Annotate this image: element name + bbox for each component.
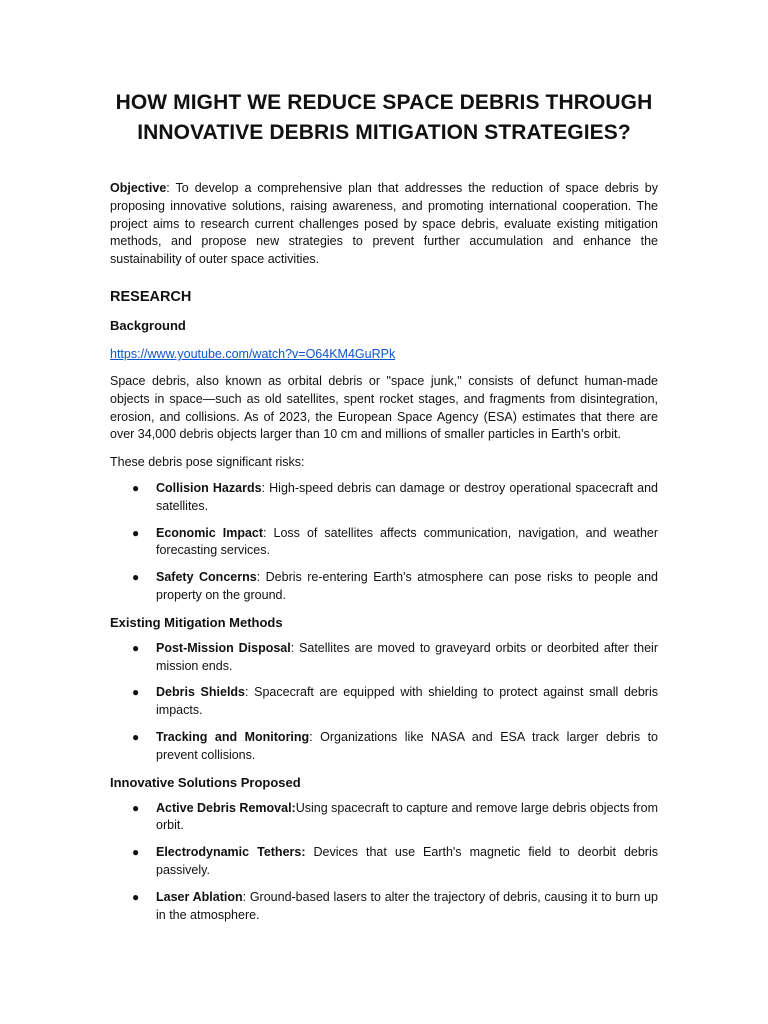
list-item-term: Debris Shields — [156, 685, 246, 700]
list-item — [110, 844, 658, 880]
bullet-icon: ● — [132, 685, 140, 700]
list-item-term: Post-Mission Disposal — [156, 640, 291, 655]
list-item-term: Electrodynamic Tethers: — [156, 845, 306, 860]
list-item-term: Active Debris Removal: — [156, 800, 296, 815]
list-item-term: Safety Concerns — [156, 570, 257, 585]
bullet-icon: ● — [132, 640, 140, 655]
objective-paragraph — [110, 180, 658, 269]
document-title: HOW MIGHT WE REDUCE SPACE DEBRIS THROUGH INNOVATIVE DEBRIS MITIGATION STRATEGIES? — [115, 91, 653, 144]
bullet-icon: ● — [132, 800, 140, 815]
list-item-text: : Satellites are moved to graveyard orbits or deorbited after their mission ends. — [156, 640, 658, 673]
background-heading: Background — [110, 317, 186, 333]
list-item-term: Collision Hazards — [156, 480, 262, 495]
list-item — [110, 889, 658, 925]
list-item-text: : Spacecraft are equipped with shielding to protect against small debris impacts. — [156, 685, 658, 718]
list-item-text: Using spacecraft to capture and remove large debris objects from orbit. — [156, 800, 659, 833]
background-paragraph: Space debris, also known as orbital debris or "space junk," consists of defunct human-made objects in space—such as old satellites, spent rocket stages, and fragments from disintegration, erosion, and collisions. As of 2023, the European Space Agency (ESA) estimates that there are over 34,000 debris objects larger than 10 cm and millions of smaller particles in Earth's orbit. — [110, 373, 658, 442]
risks-list — [110, 480, 658, 605]
risks-intro: These debris pose significant risks: — [110, 455, 305, 470]
list-item-text: : Organizations like NASA and ESA track larger debris to prevent collisions. — [156, 729, 658, 762]
innovative-solutions-list — [110, 800, 658, 925]
list-item-text: Devices that use Earth's magnetic field to deorbit debris passively. — [156, 845, 658, 877]
research-heading: RESEARCH — [110, 288, 192, 305]
youtube-link[interactable]: https://www.youtube.com/watch?v=O64KM4GuRPk — [110, 346, 396, 361]
list-item-text: : High-speed debris can damage or destroy operational spacecraft and satellites. — [156, 480, 658, 513]
objective-text: : To develop a comprehensive plan that addresses the reduction of space debris by proposing innovative solutions, raising awareness, and promoting international cooperation. The project aims to research current challenges posed by space debris, evaluate existing mitigation methods, and propose new strategies to prevent further accumulation and enhance the sustainability of outer space activities. — [110, 181, 658, 267]
bullet-icon: ● — [132, 845, 140, 860]
bullet-icon: ● — [132, 480, 140, 495]
list-item — [110, 800, 658, 836]
bullet-icon: ● — [132, 525, 140, 540]
innovative-solutions-heading: Innovative Solutions Proposed — [110, 774, 301, 790]
bullet-icon: ● — [132, 889, 140, 904]
list-item-term: Economic Impact — [156, 525, 264, 540]
list-item-text: : Debris re-entering Earth's atmosphere can pose risks to people and property on the ground. — [156, 570, 658, 602]
list-item-term: Laser Ablation — [156, 889, 243, 904]
bullet-icon: ● — [132, 570, 140, 585]
list-item — [110, 640, 658, 676]
list-item — [110, 729, 658, 765]
list-item — [110, 525, 658, 561]
list-item-term: Tracking and Monitoring — [156, 729, 310, 744]
list-item — [110, 569, 658, 605]
list-item-text: : Ground-based lasers to alter the trajectory of debris, causing it to burn up in the atmosphere. — [156, 889, 659, 922]
existing-methods-heading: Existing Mitigation Methods — [110, 614, 283, 630]
list-item-text: : Loss of satellites affects communication, navigation, and weather forecasting services. — [156, 525, 659, 558]
existing-methods-list — [110, 640, 658, 765]
objective-label: Objective — [110, 181, 167, 195]
bullet-icon: ● — [132, 729, 140, 744]
list-item — [110, 480, 658, 516]
list-item — [110, 684, 658, 720]
